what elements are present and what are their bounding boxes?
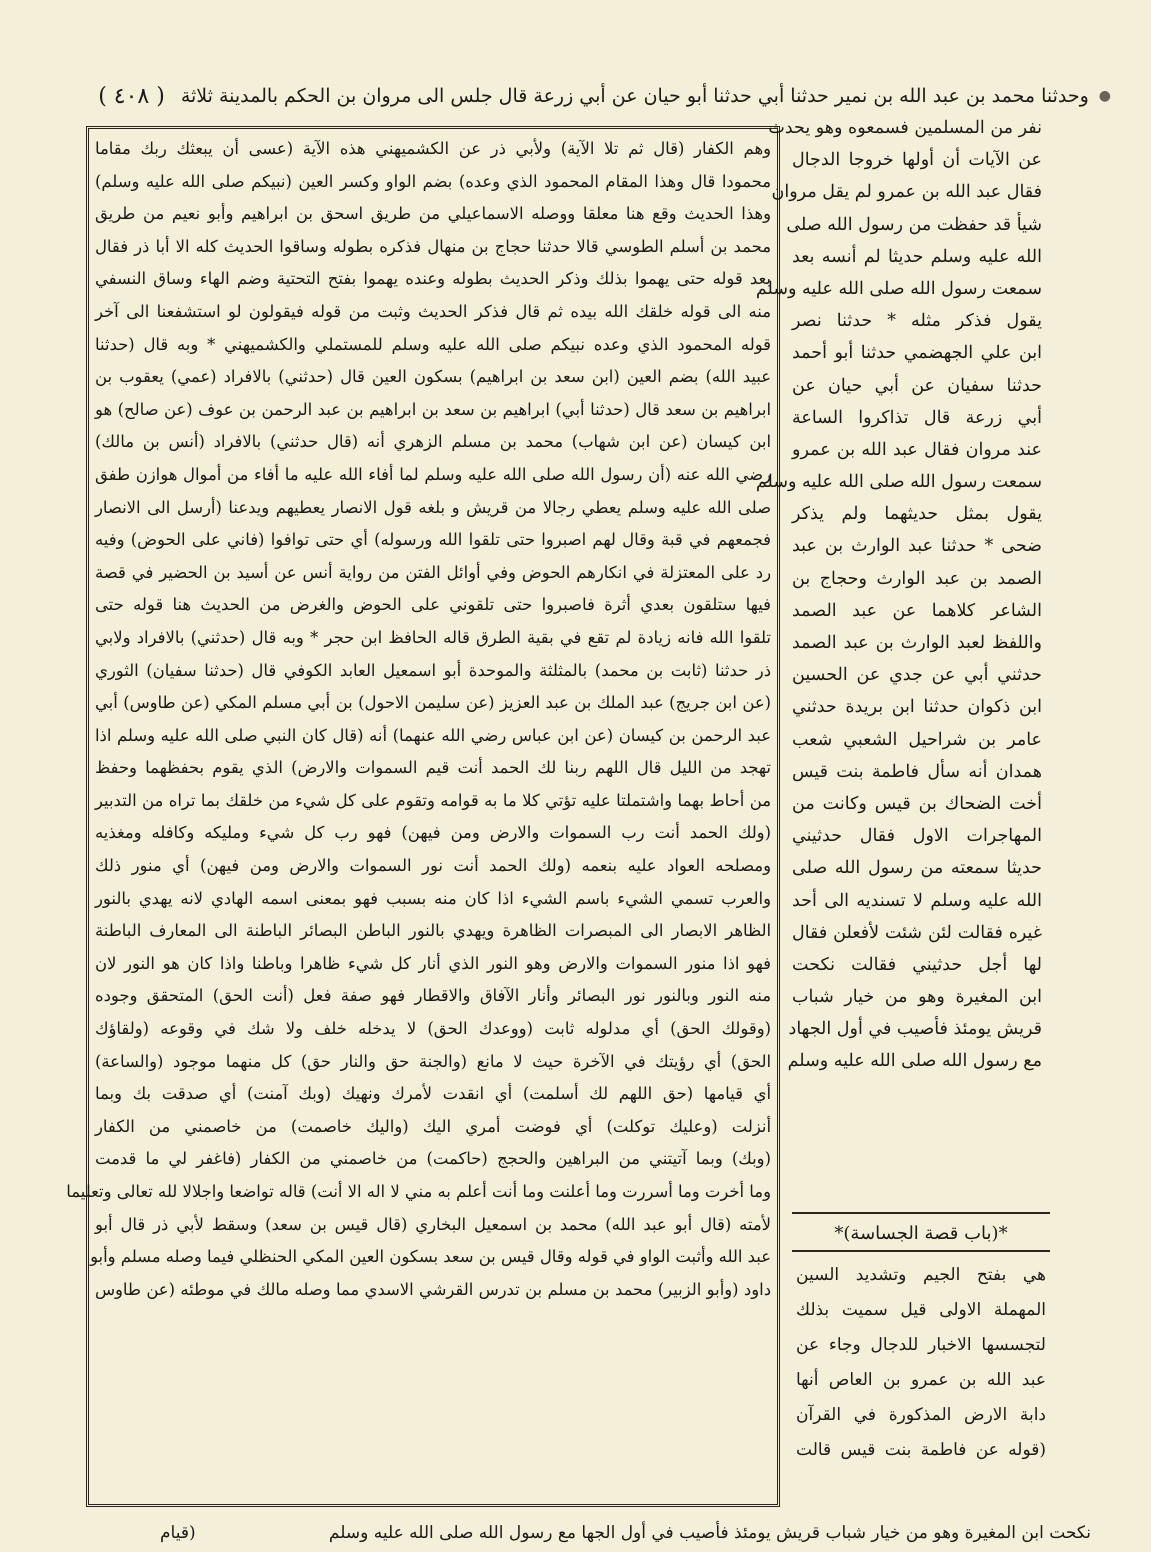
commentary-line: فيها ستلقون بعدي أثرة فاصبروا حتى تلقوني على الحوض والغرض من الحديث هنا قوله حتى: [95, 595, 771, 615]
hadith-line: الله عليه وسلم لا تسنديه الى أحد: [792, 890, 1042, 911]
commentary-line: بعد قوله حتى يهموا بذلك وذكر الحديث بطوله وعنده يهموا بفتح التحتية وضم الهاء وساق النسفي: [95, 269, 771, 289]
commentary-line: لأمته (قال أبو عبد الله) محمد بن اسمعيل البخاري (قال قيس بن سعد) وسقط لأبي ذر قال أبو: [95, 1214, 771, 1234]
page-number: ( ٤٠٨ ): [98, 83, 165, 109]
hadith-line: ابن المغيرة وهو من خيار شباب: [792, 987, 1042, 1008]
commentary-line: رد على المعتزلة في انكارهم الحوض وفي أوائل الفتن من رواية أنس عن أسيد بن الحضير في قصة: [95, 562, 771, 582]
hadith-line: يقول بمثل حديثهما ولم يذكر: [792, 504, 1042, 525]
commentary-line: أي قيامها (حق اللهم لك أسلمت) أي انقدت لأمرك ونهيك (وبك آمنت) أي صدقت بك وبما: [95, 1084, 771, 1104]
commentary-line: عبد الرحمن بن كيسان (عن ابن عباس رضي الله عنهما) أنه (قال كان النبي صلى الله عليه وسلم اذا: [95, 725, 771, 745]
footer-text: نكحت ابن المغيرة وهو من خيار شباب قريش يومئذ فأصيب في أول الجها مع رسول الله صلى الله عليه وسلم: [328, 1523, 1091, 1543]
hadith-line: نفر من المسلمين فسمعوه وهو يحدث: [768, 118, 1042, 138]
commentary-line: تلقوا الله فانه زيادة لم تقع في بقية الطرق قاله الحافظ ابن حجر * وبه قال (حدثني) بالافراد ولابي: [95, 627, 771, 647]
hadith-line: أخت الضحاك بن قيس وكانت من: [792, 793, 1042, 814]
side-note: [796, 1258, 1046, 1468]
commentary-line: فجمعهم في قبة وقال لهم اصبروا حتى تلقوا الله ورسوله) أي حتى توافوا (فاني على الحوض) وفيه: [95, 530, 771, 550]
commentary-line: وهذا الحديث وقع هنا معلقا ووصله الاسماعيلي من طريق اسحق بن ابراهيم وأبو نعيم من طريق: [95, 204, 771, 224]
hadith-line: واللفظ لعبد الوارث بن عبد الصمد: [792, 633, 1042, 653]
commentary-line: من أحاط بهما واشتملتا عليه تؤتي كلا ما به قوامه وتقوم على كل شيء من خلقك بما تراه من التدبير: [95, 790, 771, 810]
commentary-line: رضي الله عنه (أن رسول الله صلى الله عليه وسلم لما أفاء الله عليه ما أفاء من أموال هوازن طفق: [95, 464, 771, 484]
hadith-line: همدان أنه سأل فاطمة بنت قيس: [792, 761, 1042, 782]
hadith-line: حدثني أبي عن جدي عن الحسين: [792, 665, 1042, 686]
commentary-line: عبد الله وأثبت الواو في قوله وقال قيس بن سعد بسكون العين المكي الحنظلي فيما وصله مسلم وأبو: [90, 1247, 771, 1267]
commentary-line: عبيد الله) بضم العين (ابن سعد بن ابراهيم) بسكون العين قال (حدثني) بالافراد (عمي) يعقوب بن: [95, 367, 771, 387]
commentary-line: ابن كيسان (عن ابن شهاب) محمد بن مسلم الزهري أنه (قال حدثني) بالافراد (أنس بن مالك): [95, 432, 771, 452]
commentary-line: محمد بن أسلم الطوسي قالا حدثنا حجاج بن منهال فذكره بطوله وساقوا الحديث كله الا أبا ذر فقال: [95, 236, 771, 256]
commentary-line: فهو اذا منور السموات والارض وهو النور الذي أنار كل شيء ظاهرا وباطنا واذا كان هو النور لان: [95, 953, 771, 973]
hadith-line: فقال عبد الله بن عمرو لم يقل مروان: [771, 182, 1042, 203]
commentary-line: (ولك الحمد أنت رب السموات والارض ومن فيهن) فهو رب كل شيء ومليكه وكافله ومغذيه: [95, 823, 771, 843]
commentary-line: (عن ابن جريج) عبد الملك بن عبد العزيز (عن سليمن الاحول) بن أبي مسلم المكي (عن طاوس) أبي: [95, 693, 771, 713]
hadith-line: حديثا سمعته من رسول الله صلى: [792, 858, 1042, 879]
commentary-line: ذر حدثنا (ثابت بن محمد) بالمثلثة والموحدة أبو اسمعيل العابد الكوفي قال (حدثنا سفيان) الثوري: [95, 660, 771, 680]
commentary-line: داود (وأبو الزبير) محمد بن مسلم بن تدرس القرشي الاسدي مما وصله مالك في موطئه (عن طاوس: [95, 1279, 771, 1299]
chapter-heading: *(باب قصة الجساسة)*: [792, 1212, 1050, 1252]
page-footer: [160, 1518, 1091, 1548]
commentary-line: قوله المحمود الذي وعده نبيكم صلى الله عليه وسلم للمستملي والكشميهني * وبه قال (حدثنا: [95, 334, 771, 354]
hadith-line: مع رسول الله صلى الله عليه وسلم: [787, 1051, 1042, 1072]
side-hadith-column: [755, 112, 1042, 1078]
main-commentary-frame: [66, 126, 780, 1507]
note-line: هي بفتح الجيم وتشديد السين: [796, 1265, 1046, 1285]
commentary-line: الظاهر الابصار الى المبصرات الظاهرة ويهدي بالنور الباطن البصائر الباطنة الى المعارف الباطنة: [95, 921, 771, 941]
hadith-line: المهاجرات الاول فقال حدثيني: [792, 826, 1042, 847]
footer-signature: (قيام: [160, 1523, 196, 1543]
commentary-line: منه النور وبالنور نور البصائر وأنار الآفاق والاقطار فهو صفة فعل (أنت الحق) المتحقق وجوده: [95, 986, 771, 1006]
note-line: (قوله عن فاطمة بنت قيس قالت: [796, 1440, 1046, 1460]
note-line: دابة الارض المذكورة في القرآن: [796, 1405, 1046, 1425]
commentary-line: منه الى قوله خلقك الله بيده ثم قال فذكر الحديث وثبت من قوله فيقولون لو استشفعنا الى آخر: [95, 301, 771, 321]
commentary-line: (وبك) وبما آتيتني من البراهين والحجج (حاكمت) من خاصمني من الكفار (فاغفر لي ما قدمت: [95, 1149, 771, 1169]
hadith-line: ضحى * حدثنا عبد الوارث بن عبد: [792, 536, 1042, 557]
commentary-line: (وقولك الحق) أي مدلوله ثابت (ووعدك الحق) لا يدخله خلف ولا شك في وقوعه (ولقاؤك: [95, 1019, 771, 1039]
hadith-line: حدثنا سفيان عن أبي حيان عن: [792, 375, 1042, 396]
note-line: عبد الله بن عمرو بن العاص أنها: [796, 1370, 1046, 1390]
hadith-line: أبي زرعة قال تذاكروا الساعة: [792, 407, 1042, 428]
commentary-line: الحق) أي رؤيتك في الآخرة حيث لا مانع (والجنة حق والنار حق) كل منهما موجود (والساعة): [95, 1051, 771, 1071]
main-commentary: [66, 133, 771, 1306]
note-line: لتجسسها الاخبار للدجال وجاء عن: [796, 1335, 1046, 1355]
hadith-line: الله عليه وسلم حديثا لم أنسه بعد: [792, 246, 1042, 267]
commentary-line: أنزلت (وعليك توكلت) أي فوضت أمري اليك (واليك خاصمت) من خاصمني من الكفار: [95, 1116, 771, 1136]
hadith-line: لها أجل حدثيني فقالت نكحت: [792, 954, 1042, 975]
commentary-line: وهم الكفار (قال ثم تلا الآية) ولأبي ذر عن الكشميهني هذه الآية (عسى أن يبعثك ربك مقاما: [95, 139, 771, 158]
hadith-line: سمعت رسول الله صلى الله عليه وسلم: [755, 278, 1042, 299]
hadith-line: عامر بن شراحيل الشعبي شعب: [792, 729, 1042, 750]
commentary-line: تهجد من الليل قال اللهم ربنا لك الحمد أنت قيم السموات والارض) الذي يقوم بحفظهما وحفظ: [95, 758, 771, 778]
page-header: [96, 78, 1111, 114]
note-line: المهملة الاولى قيل سميت بذلك: [796, 1300, 1046, 1320]
hadith-line: ابن علي الجهضمي حدثنا أبو أحمد: [792, 343, 1042, 364]
commentary-line: ابراهيم بن سعد قال (حدثنا أبي) ابراهيم بن سعد بن ابراهيم بن عبد الرحمن بن عوف (عن صالح) هو: [95, 399, 771, 419]
hadith-line: سمعت رسول الله صلى الله عليه وسلم: [755, 472, 1042, 493]
hadith-line: عن الآيات أن أولها خروجا الدجال: [792, 150, 1042, 171]
hadith-line: قريش يومئذ فأصيب في أول الجهاد: [788, 1019, 1042, 1040]
bullet-icon: ●: [1098, 88, 1111, 104]
hadith-line: عند مروان فقال عبد الله بن عمرو: [792, 439, 1042, 460]
commentary-line: وما أخرت وما أسررت وما أعلنت وما أنت أعلم به مني لا اله الا أنت) قاله تواضعا واجلالا لله تعالى وتعليما: [66, 1182, 771, 1201]
hadith-line: غيره فقالت لئن شئت لأفعلن فقال: [792, 922, 1042, 943]
hadith-line: شيأ قد حفظت من رسول الله صلى: [786, 214, 1042, 235]
commentary-line: صلى الله عليه وسلم يعطي رجالا من قريش و بلغه قول الانصار يعطيهم ويدعنا (أرسل الى الانصار: [95, 497, 771, 517]
commentary-line: والعرب تسمي الشيء باسم الشيء اذا كان منه بسبب فهو بمعنى اسمه الهادي لانه يهدي بالنور: [95, 888, 771, 908]
commentary-line: ومصلحه العواد عليه بنعمه (ولك الحمد أنت نور السموات والارض ومن فيهن) أي منور ذلك: [95, 856, 771, 876]
hadith-line: يقول فذكر مثله * حدثنا نصر: [792, 311, 1042, 332]
hadith-line: الشاعر كلاهما عن عبد الصمد: [792, 600, 1042, 621]
hadith-line: الصمد بن عبد الوارث وحجاج بن: [792, 568, 1042, 589]
hadith-line: ابن ذكوان حدثنا ابن بريدة حدثني: [792, 697, 1042, 718]
commentary-line: محمودا قال وهذا المقام المحمود الذي وعده) بضم الواو وكسر العين (نبيكم صلى الله عليه وسلم): [95, 171, 771, 191]
header-text: وحدثنا محمد بن عبد الله بن نمير حدثنا أبي حدثنا أبو حيان عن أبي زرعة قال جلس الى مروان بن الحكم بالمدينة ثلاثة: [180, 85, 1089, 107]
